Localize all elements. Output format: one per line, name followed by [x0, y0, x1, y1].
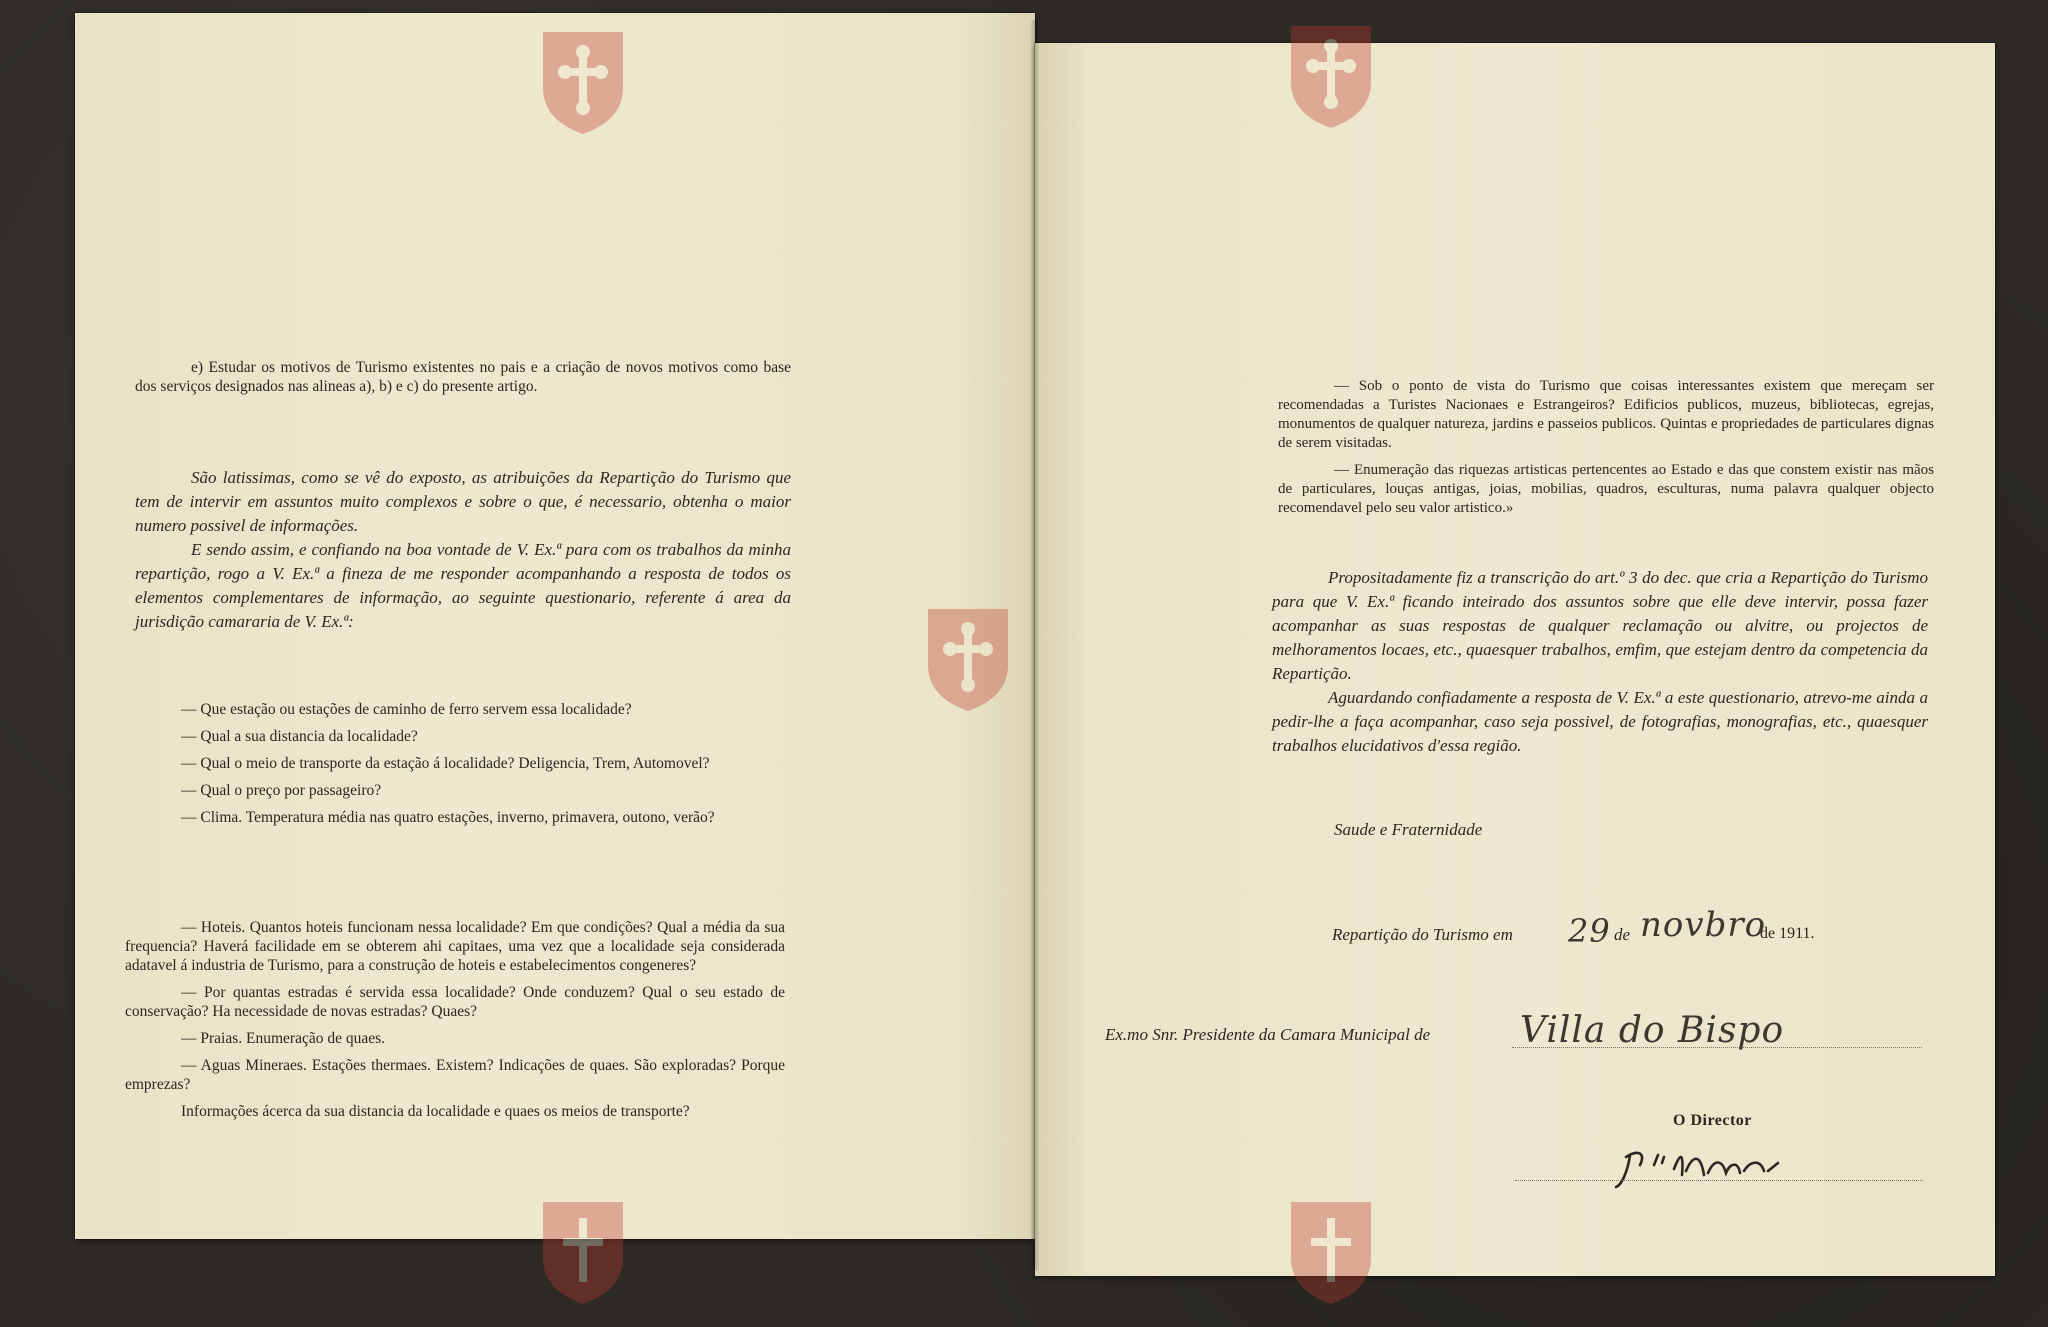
request-paragraphs [135, 466, 791, 634]
list-item: — Hoteis. Quantos hoteis funcionam nessa localidade? Em que condições? Qual a média da sua frequencia? Haverá facilidade em se obterem ahi capitaes, uma vez que a localidade seja considerada adatavel á industria de Turismo, para a construção de hoteis e estabelecimentos congeneres? [125, 919, 785, 974]
archive-stamp-icon [920, 605, 1016, 715]
list-item: — Praias. Enumeração de quaes. [181, 1030, 386, 1047]
quote-monumentos: — Sob o ponto de vista do Turismo que coisas interessantes existem que mereçam ser recomendadas a Turistes Nacionaes e Estrangeiros? Edificios publicos, muzeus, bibliotecas, egrejas, monumentos de qualquer natureza, jardins e passeios publicos. Quintas e propriedades de particulares dignas de serem visitadas. [1278, 378, 1934, 451]
list-item: — Por quantas estradas é servida essa localidade? Onde conduzem? Qual o seu estado de conservação? Ha necessidade de novas estradas? Quaes? [125, 984, 785, 1020]
page-fold [1031, 20, 1039, 1270]
archive-stamp-icon [1283, 1198, 1379, 1308]
list-item: Informações ácerca da sua distancia da localidade e quaes os meios de transporte? [181, 1103, 690, 1120]
list-item: — Aguas Mineraes. Estações thermaes. Existem? Indicações de quaes. São exploradas? Porque emprezas? [125, 1057, 785, 1093]
archive-stamp-icon [535, 28, 631, 138]
signature-dotted-line [1515, 1180, 1923, 1181]
para-atribuicoes: São latissimas, como se vê do exposto, as atribuições da Repartição do Turismo que tem de intervir em assuntos muito complexos e sobre o que, é necessario, obtenha o maior numero possivel de informações. [135, 468, 791, 535]
article-quote [1278, 377, 1934, 526]
questionnaire-list-b [125, 918, 785, 1129]
date-year: de 1911. [1760, 925, 1815, 942]
date-day-handwritten: 29 [1568, 912, 1611, 950]
para-pedido: E sendo assim, e confiando na boa vontade de V. Ex.ª para com os trabalhos da minha repartição, rogo a V. Ex.ª a fineza de me responder acompanhando a resposta de todos os elementos complementares de informação, ao seguinte questionario, referente á area da jurisdição camararia de V. Ex.ª: [135, 540, 791, 631]
list-item: — Que estação ou estações de caminho de ferro servem essa localidade? [181, 701, 632, 718]
list-item: — Qual o preço por passageiro? [181, 782, 382, 799]
archive-stamp-icon [1283, 22, 1379, 132]
date-month-handwritten: novbro [1640, 905, 1767, 945]
list-item: — Qual o meio de transporte da estação á localidade? Deligencia, Trem, Automovel? [181, 755, 710, 772]
item-e-paragraph [135, 358, 791, 396]
greeting: Saude e Fraternidade [1334, 820, 1483, 839]
item-e-text: e) Estudar os motivos de Turismo existentes no pais e a criação de novos motivos como base dos serviços designados nas alineas a), b) e c) do presente artigo. [135, 359, 791, 395]
addressee-place-handwritten: Villa do Bispo [1520, 1010, 1785, 1051]
director-title: O Director [1673, 1112, 1752, 1129]
date-prefix: Repartição do Turismo em [1332, 925, 1513, 944]
archive-stamp-icon [535, 1198, 631, 1308]
closing-paragraphs [1272, 566, 1928, 758]
date-de: de [1614, 925, 1631, 944]
para-transcricao: Propositadamente fiz a transcrição do art.º 3 do dec. que cria a Repartição do Turismo para que V. Ex.ª ficando inteirado dos assuntos sobre que elle deve intervir, possa fazer acompanhar as suas respostas de qualquer reclamação ou alvitre, ou projectos de melhoramentos locaes, etc., quaesquer trabalhos, emfim, que estejam dentro da competencia da Repartição. [1272, 568, 1928, 683]
quote-riquezas: — Enumeração das riquezas artisticas pertencentes ao Estado e das que constem existir nas mãos de particulares, louças antigas, joias, mobilias, quadros, esculturas, numa palavra qualquer objecto recomendavel pelo seu valor artistico.» [1278, 462, 1934, 516]
director-signature [1610, 1135, 1810, 1195]
addressee-prefix: Ex.mo Snr. Presidente da Camara Municipal de [1105, 1025, 1431, 1044]
para-aguardando: Aguardando confiadamente a resposta de V. Ex.ª a este questionario, atrevo-me ainda a pedir-lhe a faça acompanhar, caso seja possivel, de fotografias, monografias, etc., quaesquer trabalhos elucidativos d'essa região. [1272, 688, 1928, 755]
questionnaire-list-a [125, 700, 785, 835]
list-item: — Qual a sua distancia da localidade? [181, 728, 418, 745]
list-item: — Clima. Temperatura média nas quatro estações, inverno, primavera, outono, verão? [181, 809, 715, 826]
